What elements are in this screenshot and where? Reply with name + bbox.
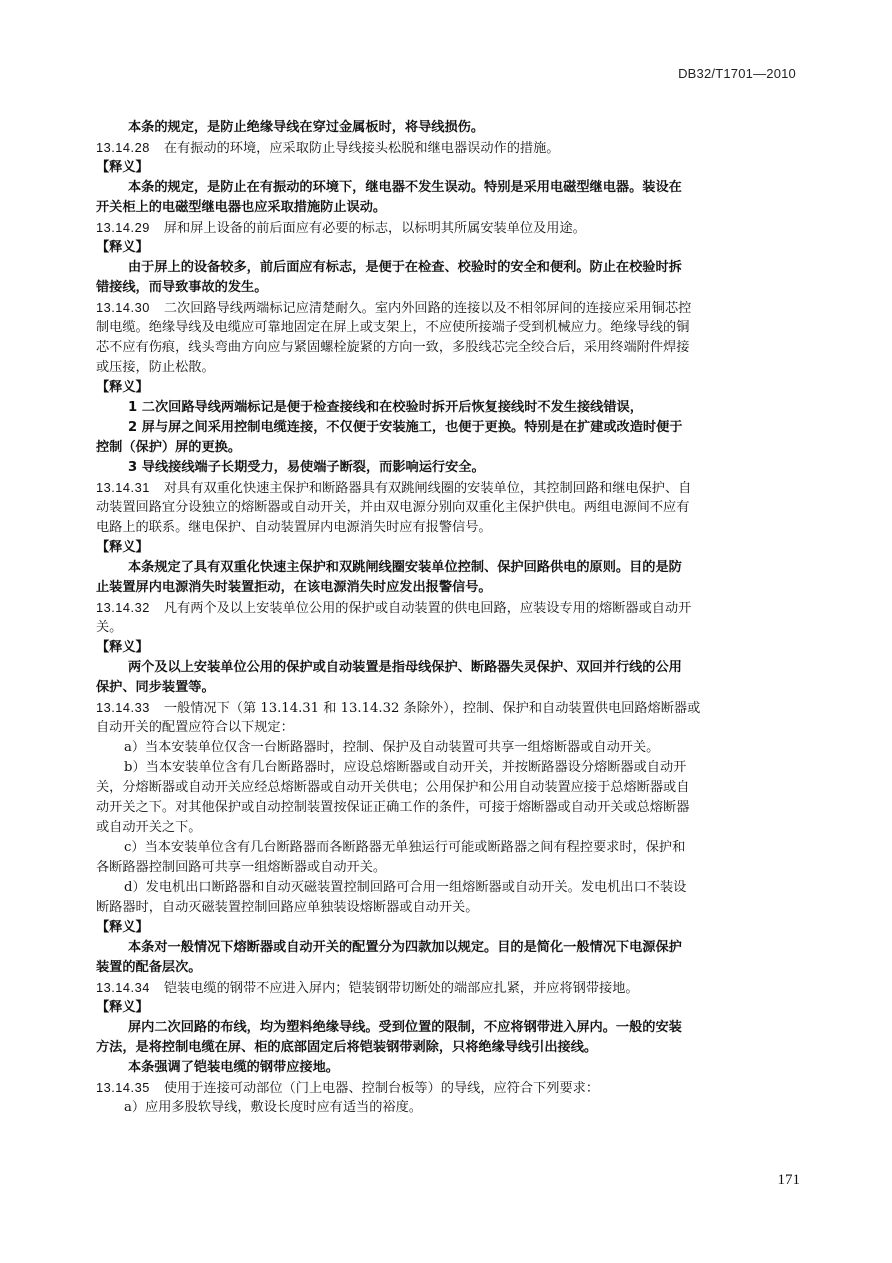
annotation-label — [96, 998, 800, 1018]
text-line: 关，分熔断器或自动开关应经总熔断器或自动开关供电；公用保护和公用自动装置应接于总熔断器或自 — [96, 780, 690, 795]
clause-number: 13.14.33 — [96, 700, 150, 715]
text-line: 自动开关的配置应符合以下规定： — [96, 720, 294, 735]
text-line: 芯不应有伤痕，线头弯曲方向应与紧固螺栓旋紧的方向一致，多股线芯完全绞合后，采用终端附件焊接 — [96, 340, 690, 355]
interpretation-line: 本条的规定，是防止绝缘导线在穿过金属板时，将导线损伤。 — [128, 120, 485, 135]
interpretation-line: 屏内二次回路的布线，均为塑料绝缘导线。受到位置的限制，不应将钢带进入屏内。一般的安装 — [128, 1020, 682, 1035]
text-line: c）当本安装单位含有几台断路器而各断路器无单独运行可能或断路器之间有程控要求时，保护和 — [124, 840, 686, 855]
annotation-label — [96, 158, 800, 178]
clause-number: 13.14.35 — [96, 1080, 150, 1095]
interpretation-line: 本条规定了具有双重化快速主保护和双跳闸线圈安装单位控制、保护回路供电的原则。目的是防 — [128, 560, 682, 575]
document-body — [96, 118, 800, 1118]
interpretation-line: 装置的配备层次。 — [96, 960, 202, 975]
clause-text: 对具有双重化快速主保护和断路器具有双跳闸线圈的安装单位，其控制回路和继电保护、自 — [163, 481, 692, 496]
clause-number: 13.14.28 — [96, 140, 150, 155]
interpretation-line: 2 屏与屏之间采用控制电缆连接，不仅便于安装施工，也便于更换。特别是在扩建或改造时便于 — [128, 420, 683, 435]
text-line: b）当本安装单位含有几台断路器时，应设总熔断器或自动开关，并按断路器设分熔断器或自动开 — [124, 760, 687, 775]
clause-line — [96, 218, 800, 238]
document-code: DB32/T1701—2010 — [678, 66, 796, 81]
interpretation-line: 两个及以上安装单位公用的保护或自动装置是指母线保护、断路器失灵保护、双回并行线的公用 — [128, 660, 682, 675]
annotation-label-text: 【释义】 — [96, 380, 149, 395]
clause-line — [96, 598, 800, 618]
text-line: 关。 — [96, 620, 123, 635]
clause-number: 13.14.29 — [96, 220, 150, 235]
text-line: d）发电机出口断路器和自动灭磁装置控制回路可合用一组熔断器或自动开关。发电机出口不装设 — [124, 880, 687, 895]
interpretation-line: 开关柜上的电磁型继电器也应采取措施防止误动。 — [96, 200, 387, 215]
interpretation-line: 1 二次回路导线两端标记是便于检查接线和在校验时拆开后恢复接线时不发生接线错误， — [128, 400, 643, 415]
clause-text: 在有振动的环境，应采取防止导线接头松脱和继电器误动作的措施。 — [163, 141, 560, 156]
clause-line — [96, 298, 800, 318]
interpretation-line: 本条的规定，是防止在有振动的环境下，继电器不发生误动。特别是采用电磁型继电器。装设在 — [128, 180, 682, 195]
text-line: 电路上的联系。继电保护、自动装置屏内电源消失时应有报警信号。 — [96, 520, 492, 535]
interpretation-line: 错接线，而导致事故的发生。 — [96, 280, 268, 295]
annotation-label-text: 【释义】 — [96, 240, 149, 255]
clause-line — [96, 698, 800, 718]
clause-text: 一般情况下（第 13.14.31 和 13.14.32 条除外），控制、保护和自动装置供电回路熔断器或 — [163, 701, 701, 716]
annotation-label — [96, 918, 800, 938]
annotation-label-text: 【释义】 — [96, 920, 149, 935]
text-line: a）当本安装单位仅含一台断路器时，控制、保护及自动装置可共享一组熔断器或自动开关。 — [124, 740, 660, 755]
clause-number: 13.14.31 — [96, 480, 150, 495]
annotation-label — [96, 538, 800, 558]
annotation-label-text: 【释义】 — [96, 640, 149, 655]
clause-text: 凡有两个及以上安装单位公用的保护或自动装置的供电回路，应装设专用的熔断器或自动开 — [163, 601, 692, 616]
interpretation-line: 止装置屏内电源消失时装置拒动，在该电源消失时应发出报警信号。 — [96, 580, 492, 595]
interpretation-line: 由于屏上的设备较多，前后面应有标志，是便于在检查、校验时的安全和便利。防止在校验时拆 — [128, 260, 682, 275]
annotation-label-text: 【释义】 — [96, 160, 149, 175]
clause-number: 13.14.30 — [96, 300, 150, 315]
annotation-label — [96, 378, 800, 398]
interpretation-line: 控制（保护）屏的更换。 — [96, 440, 242, 455]
clause-line — [96, 1078, 800, 1098]
interpretation-line: 本条强调了铠装电缆的钢带应接地。 — [128, 1060, 339, 1075]
text-line: 或压接，防止松散。 — [96, 360, 215, 375]
interpretation-line: 方法，是将控制电缆在屏、柜的底部固定后将铠装钢带剥除，只将绝缘导线引出接线。 — [96, 1040, 598, 1055]
clause-line — [96, 478, 800, 498]
text-line: 各断路器控制回路可共享一组熔断器或自动开关。 — [96, 860, 387, 875]
text-line: 动开关之下。对其他保护或自动控制装置按保证正确工作的条件，可接于熔断器或自动开关或总熔断器 — [96, 800, 690, 815]
clause-line — [96, 978, 800, 998]
clause-text: 使用于连接可动部位（门上电器、控制台板等）的导线，应符合下列要求： — [163, 1081, 600, 1096]
text-line: a）应用多股软导线，敷设长度时应有适当的裕度。 — [124, 1100, 422, 1115]
text-line: 动装置回路宜分设独立的熔断器或自动开关，并由双电源分别向双重化主保护供电。两组电源间不应有 — [96, 500, 690, 515]
interpretation-line: 保护、同步装置等。 — [96, 680, 215, 695]
text-line: 制电缆。绝缘导线及电缆应可靠地固定在屏上或支架上，不应使所接端子受到机械应力。绝缘导线的铜 — [96, 320, 690, 335]
interpretation-line: 本条对一般情况下熔断器或自动开关的配置分为四款加以规定。目的是简化一般情况下电源保护 — [128, 940, 682, 955]
clause-text: 屏和屏上设备的前后面应有必要的标志，以标明其所属安装单位及用途。 — [163, 221, 586, 236]
clause-text: 二次回路导线两端标记应清楚耐久。室内外回路的连接以及不相邻屏间的连接应采用铜芯控 — [163, 301, 692, 316]
page-number: 171 — [777, 1172, 800, 1188]
annotation-label — [96, 638, 800, 658]
clause-line — [96, 138, 800, 158]
text-line: 或自动开关之下。 — [96, 820, 202, 835]
clause-number: 13.14.32 — [96, 600, 150, 615]
annotation-label-text: 【释义】 — [96, 540, 149, 555]
clause-text: 铠装电缆的钢带不应进入屏内；铠装钢带切断处的端部应扎紧，并应将钢带接地。 — [163, 981, 639, 996]
annotation-label-text: 【释义】 — [96, 1000, 149, 1015]
interpretation-line: 3 导线接线端子长期受力，易使端子断裂，而影响运行安全。 — [128, 460, 485, 475]
annotation-label — [96, 238, 800, 258]
text-line: 断路器时，自动灭磁装置控制回路应单独装设熔断器或自动开关。 — [96, 900, 479, 915]
clause-number: 13.14.34 — [96, 980, 150, 995]
